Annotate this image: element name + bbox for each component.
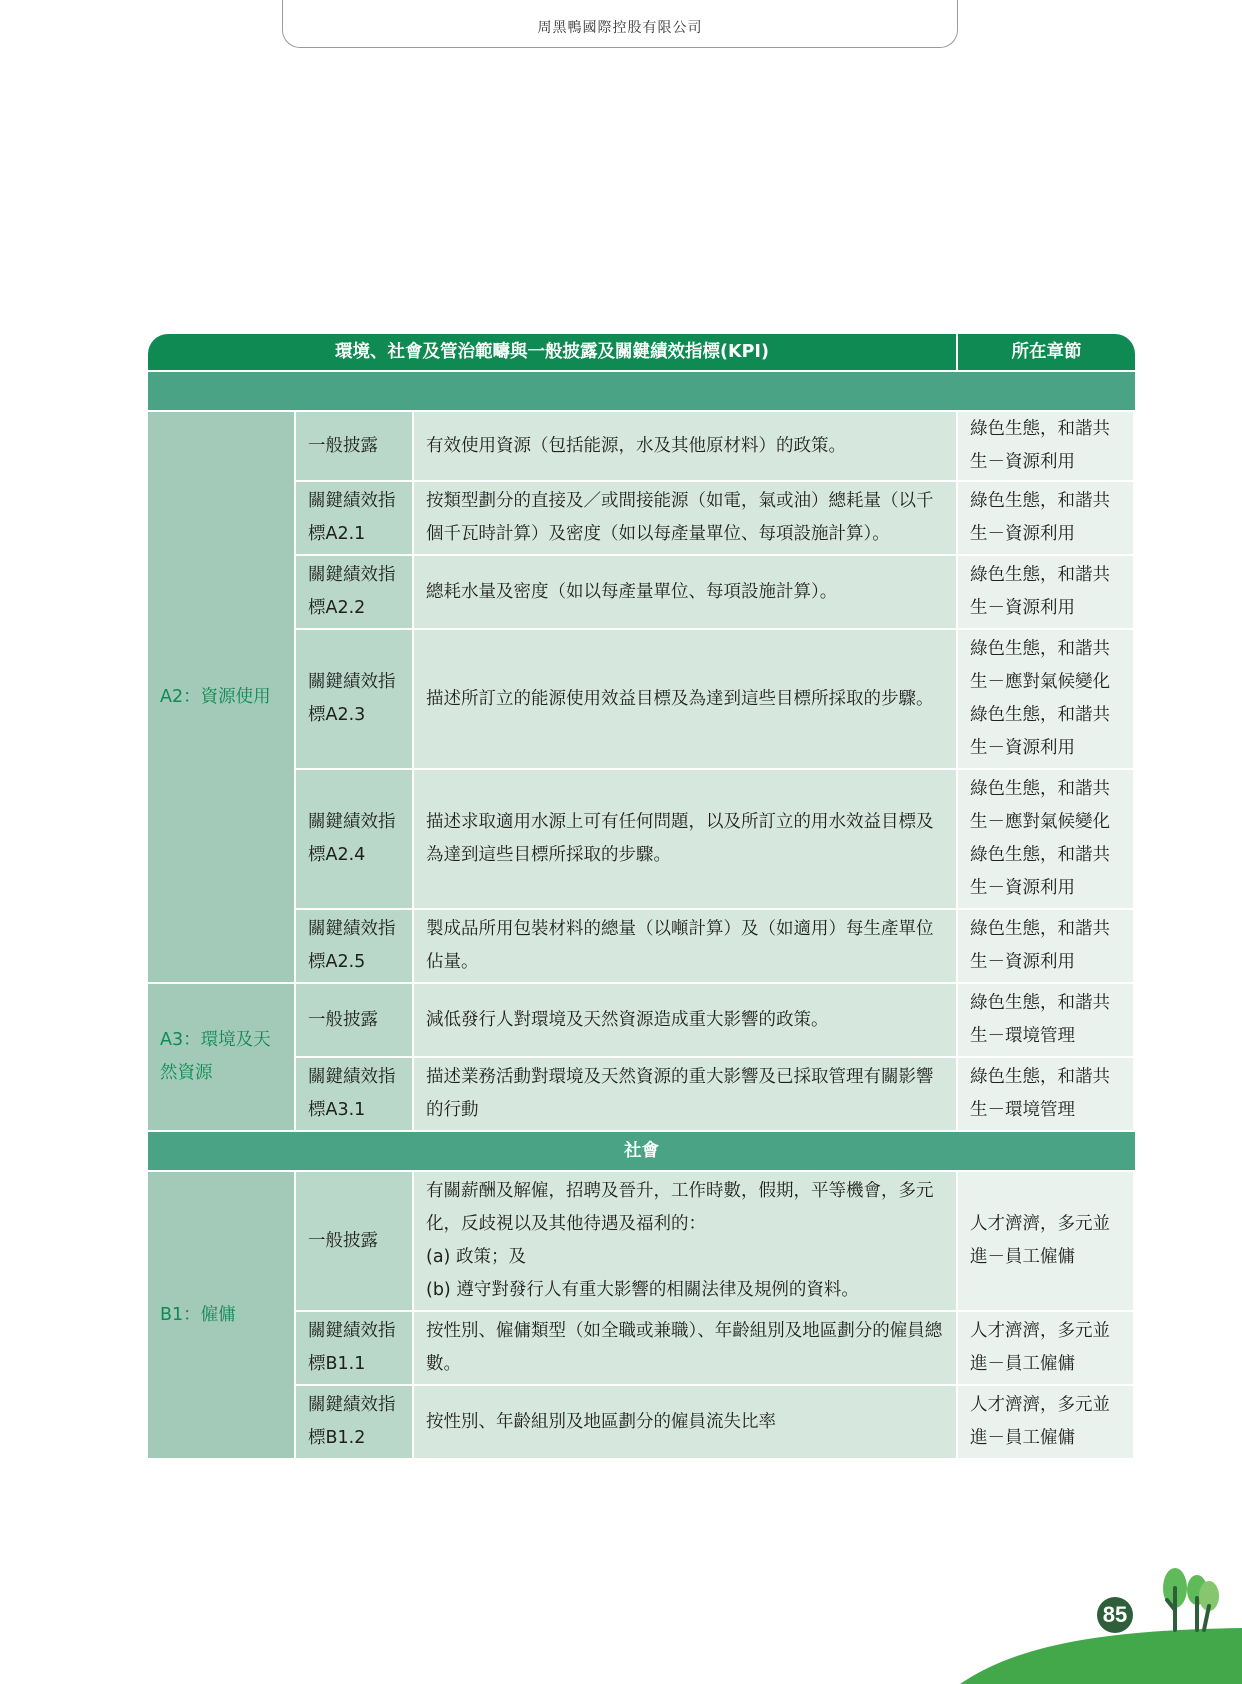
row-desc: 總耗水量及密度（如以每產量單位、每項設施計算）。 [414, 556, 958, 630]
table-row [148, 556, 1135, 630]
header-indicator: 環境、社會及管治範疇與一般披露及關鍵績效指標(KPI) [148, 334, 958, 372]
row-section: 人才濟濟，多元並進－員工僱傭 [958, 1172, 1135, 1312]
page-number: 85 [1097, 1597, 1133, 1633]
row-type: 關鍵績效指標A2.4 [296, 770, 414, 910]
table-row [148, 482, 1135, 556]
row-type: 一般披露 [296, 984, 414, 1058]
row-section: 綠色生態，和諧共生－環境管理 [958, 1058, 1135, 1132]
row-type: 關鍵績效指標A2.5 [296, 910, 414, 984]
row-desc: 製成品所用包裝材料的總量（以噸計算）及（如適用）每生產單位佔量。 [414, 910, 958, 984]
row-desc: 描述所訂立的能源使用效益目標及為達到這些目標所採取的步驟。 [414, 630, 958, 770]
row-type: 一般披露 [296, 1172, 414, 1312]
category-a3: A3：環境及天然資源 [148, 984, 296, 1132]
row-type: 一般披露 [296, 412, 414, 482]
table-row [148, 1058, 1135, 1132]
row-section: 綠色生態，和諧共生－應對氣候變化綠色生態，和諧共生－資源利用 [958, 770, 1135, 910]
row-desc-item-a: (a) 政策；及 [426, 1247, 526, 1267]
row-type: 關鍵績效指標A3.1 [296, 1058, 414, 1132]
row-type: 關鍵績效指標A2.3 [296, 630, 414, 770]
social-band-label: 社會 [148, 1132, 1135, 1172]
table-row [148, 1312, 1135, 1386]
row-desc: 有效使用資源（包括能源，水及其他原材料）的政策。 [414, 412, 958, 482]
header-section: 所在章節 [958, 334, 1135, 372]
row-section: 綠色生態，和諧共生－資源利用 [958, 412, 1135, 482]
environment-band [148, 372, 1135, 412]
row-desc: 按性別、年齡組別及地區劃分的僱員流失比率 [414, 1386, 958, 1460]
row-desc-item-b: (b) 遵守對發行人有重大影響的相關法律及規例的資料。 [426, 1280, 859, 1300]
row-type: 關鍵績效指標A2.1 [296, 482, 414, 556]
row-section: 綠色生態，和諧共生－環境管理 [958, 984, 1135, 1058]
row-section: 綠色生態，和諧共生－資源利用 [958, 482, 1135, 556]
header-tab [282, 0, 958, 48]
green-hill-icon [960, 1628, 1242, 1684]
row-section: 綠色生態，和諧共生－應對氣候變化綠色生態，和諧共生－資源利用 [958, 630, 1135, 770]
row-desc: 減低發行人對環境及天然資源造成重大影響的政策。 [414, 984, 958, 1058]
band-empty [148, 372, 1135, 412]
category-b1: B1：僱傭 [148, 1172, 296, 1460]
row-section: 綠色生態，和諧共生－資源利用 [958, 556, 1135, 630]
table-row [148, 412, 1135, 482]
row-desc: 按性別、僱傭類型（如全職或兼職）、年齡組別及地區劃分的僱員總數。 [414, 1312, 958, 1386]
row-desc: 按類型劃分的直接及／或間接能源（如電，氣或油）總耗量（以千個千瓦時計算）及密度（如以每產量單位、每項設施計算）。 [414, 482, 958, 556]
table-row [148, 630, 1135, 770]
row-desc-main: 有關薪酬及解僱，招聘及晉升，工作時數，假期，平等機會，多元化，反歧視以及其他待遇及福利的： [426, 1181, 934, 1234]
table-row [148, 770, 1135, 910]
company-name: 周黑鴨國際控股有限公司 [537, 20, 703, 36]
row-section: 人才濟濟，多元並進－員工僱傭 [958, 1386, 1135, 1460]
kpi-index-table [148, 334, 1135, 1460]
row-type: 關鍵績效指標B1.1 [296, 1312, 414, 1386]
row-type: 關鍵績效指標A2.2 [296, 556, 414, 630]
table-header-row [148, 334, 1135, 372]
tree-icon [1163, 1568, 1219, 1630]
category-a2: A2：資源使用 [148, 412, 296, 984]
table-row [148, 1386, 1135, 1460]
row-desc: 描述求取適用水源上可有任何問題，以及所訂立的用水效益目標及為達到這些目標所採取的步驟。 [414, 770, 958, 910]
social-band [148, 1132, 1135, 1172]
row-section: 綠色生態，和諧共生－資源利用 [958, 910, 1135, 984]
row-section: 人才濟濟，多元並進－員工僱傭 [958, 1312, 1135, 1386]
table-row [148, 910, 1135, 984]
table-row [148, 984, 1135, 1058]
row-type: 關鍵績效指標B1.2 [296, 1386, 414, 1460]
table-row [148, 1172, 1135, 1312]
row-desc [414, 1172, 958, 1312]
row-desc: 描述業務活動對環境及天然資源的重大影響及已採取管理有關影響的行動 [414, 1058, 958, 1132]
